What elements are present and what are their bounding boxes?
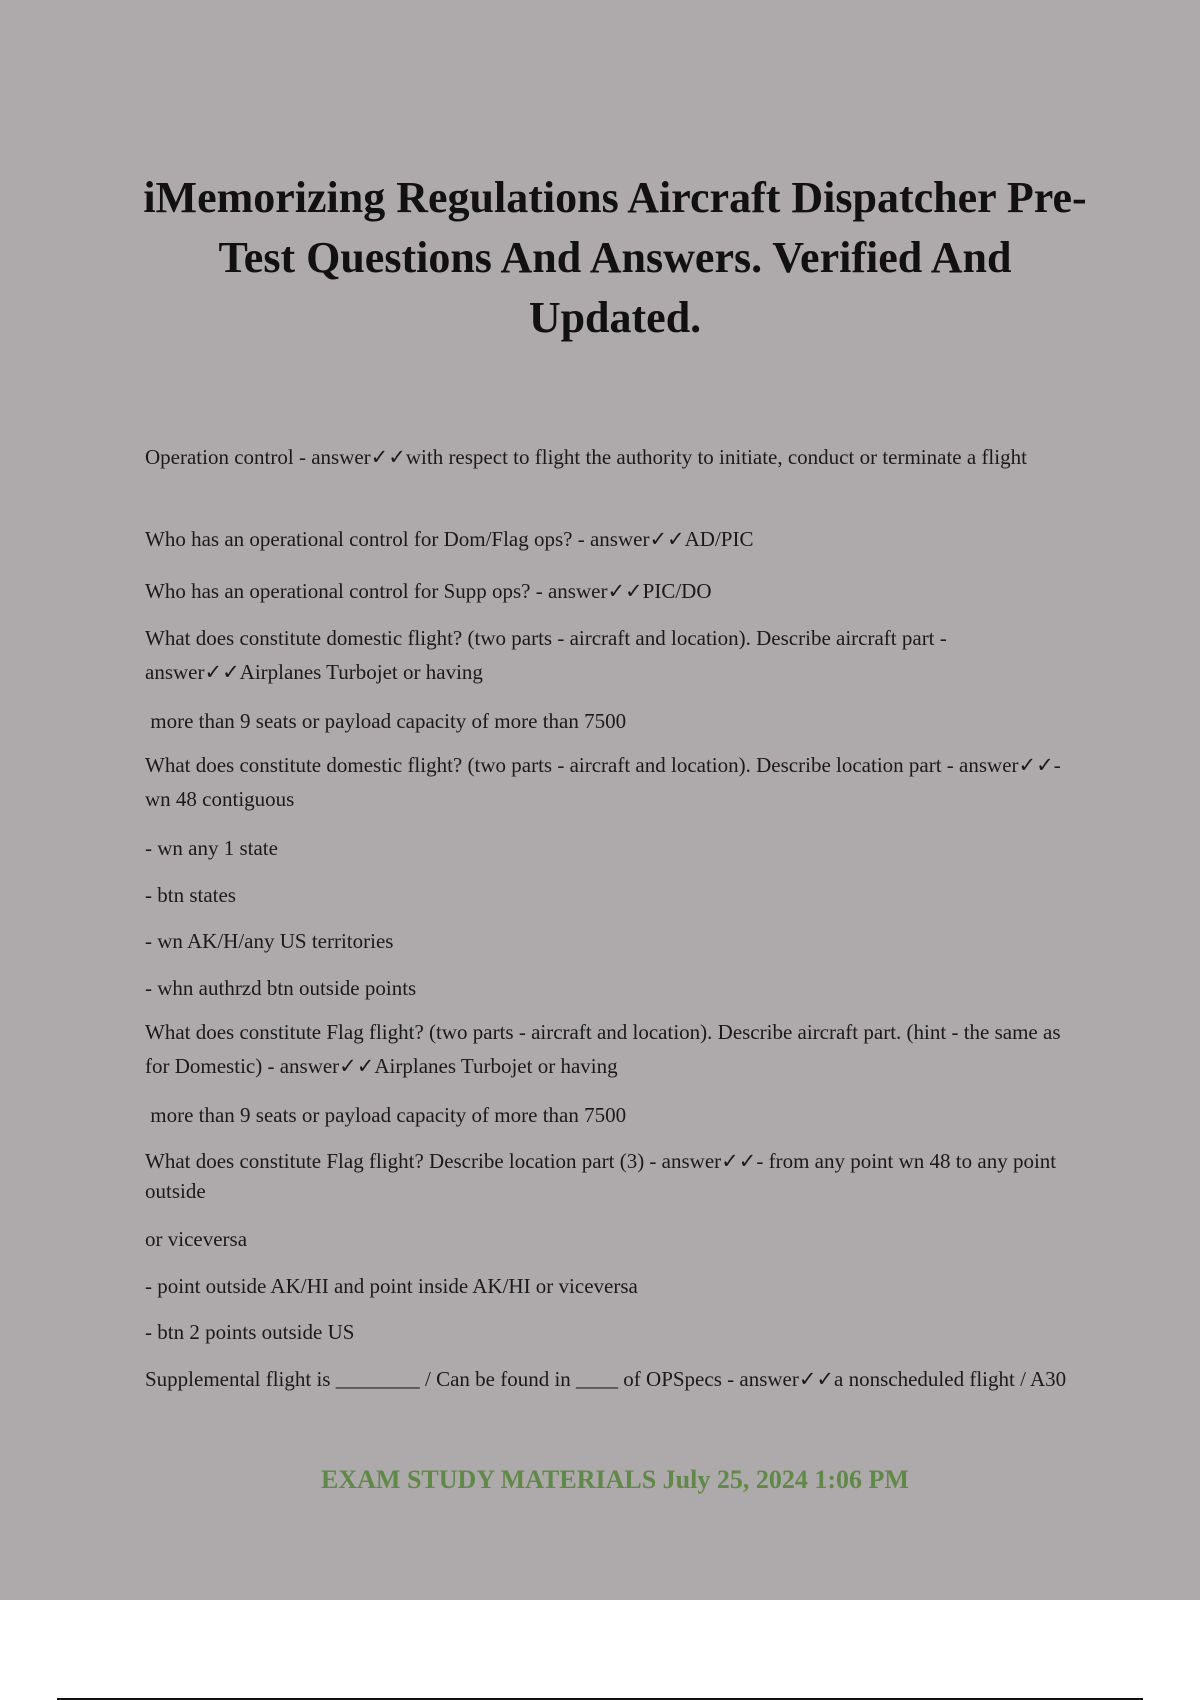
qa-paragraph: - point outside AK/HI and point inside AK/HI or viceversa [145, 1274, 638, 1298]
qa-paragraph: - btn states [145, 883, 236, 907]
qa-paragraph: What does constitute Flag flight? Describe location part (3) - answer✓✓- from any point wn 48 to any point outside [145, 1149, 1057, 1203]
qa-paragraph: more than 9 seats or payload capacity of more than 7500 [145, 709, 627, 733]
qa-paragraph: more than 9 seats or payload capacity of more than 7500 [145, 1103, 627, 1127]
qa-paragraph: or viceversa [145, 1227, 248, 1251]
qa-paragraph: Supplemental flight is ________ / Can be found in ____ of OPSpecs - answer✓✓a nonscheduled flight / A30 [145, 1367, 1067, 1391]
document-title: iMemorizing Regulations Aircraft Dispatcher Pre-Test Questions And Answers. Verified And Updated. [143, 173, 1087, 342]
qa-paragraph: - wn any 1 state [145, 836, 278, 860]
qa-paragraph: Operation control - answer✓✓with respect to flight the authority to initiate, conduct or terminate a flight [145, 445, 1027, 469]
qa-paragraph: - wn AK/H/any US territories [145, 929, 394, 953]
qa-paragraph: What does constitute Flag flight? (two parts - aircraft and location). Describe aircraft part. (hint - the same as for Domestic) - answer✓✓Airplanes Turbojet or having [145, 1020, 1061, 1078]
qa-paragraph: Who has an operational control for Dom/Flag ops? - answer✓✓AD/PIC [145, 527, 754, 551]
qa-paragraph: - whn authrzd btn outside points [145, 976, 417, 1000]
qa-paragraph: What does constitute domestic flight? (two parts - aircraft and location). Describe aircraft part - answer✓✓Airplanes Turbojet or having [145, 626, 947, 684]
exam-stamp: EXAM STUDY MATERIALS July 25, 2024 1:06 PM [321, 1465, 909, 1494]
qa-paragraph: - btn 2 points outside US [145, 1320, 355, 1344]
qa-paragraph: Who has an operational control for Supp ops? - answer✓✓PIC/DO [145, 579, 712, 603]
qa-paragraph: What does constitute domestic flight? (two parts - aircraft and location). Describe location part - answer✓✓- wn 48 contiguous [145, 753, 1061, 811]
